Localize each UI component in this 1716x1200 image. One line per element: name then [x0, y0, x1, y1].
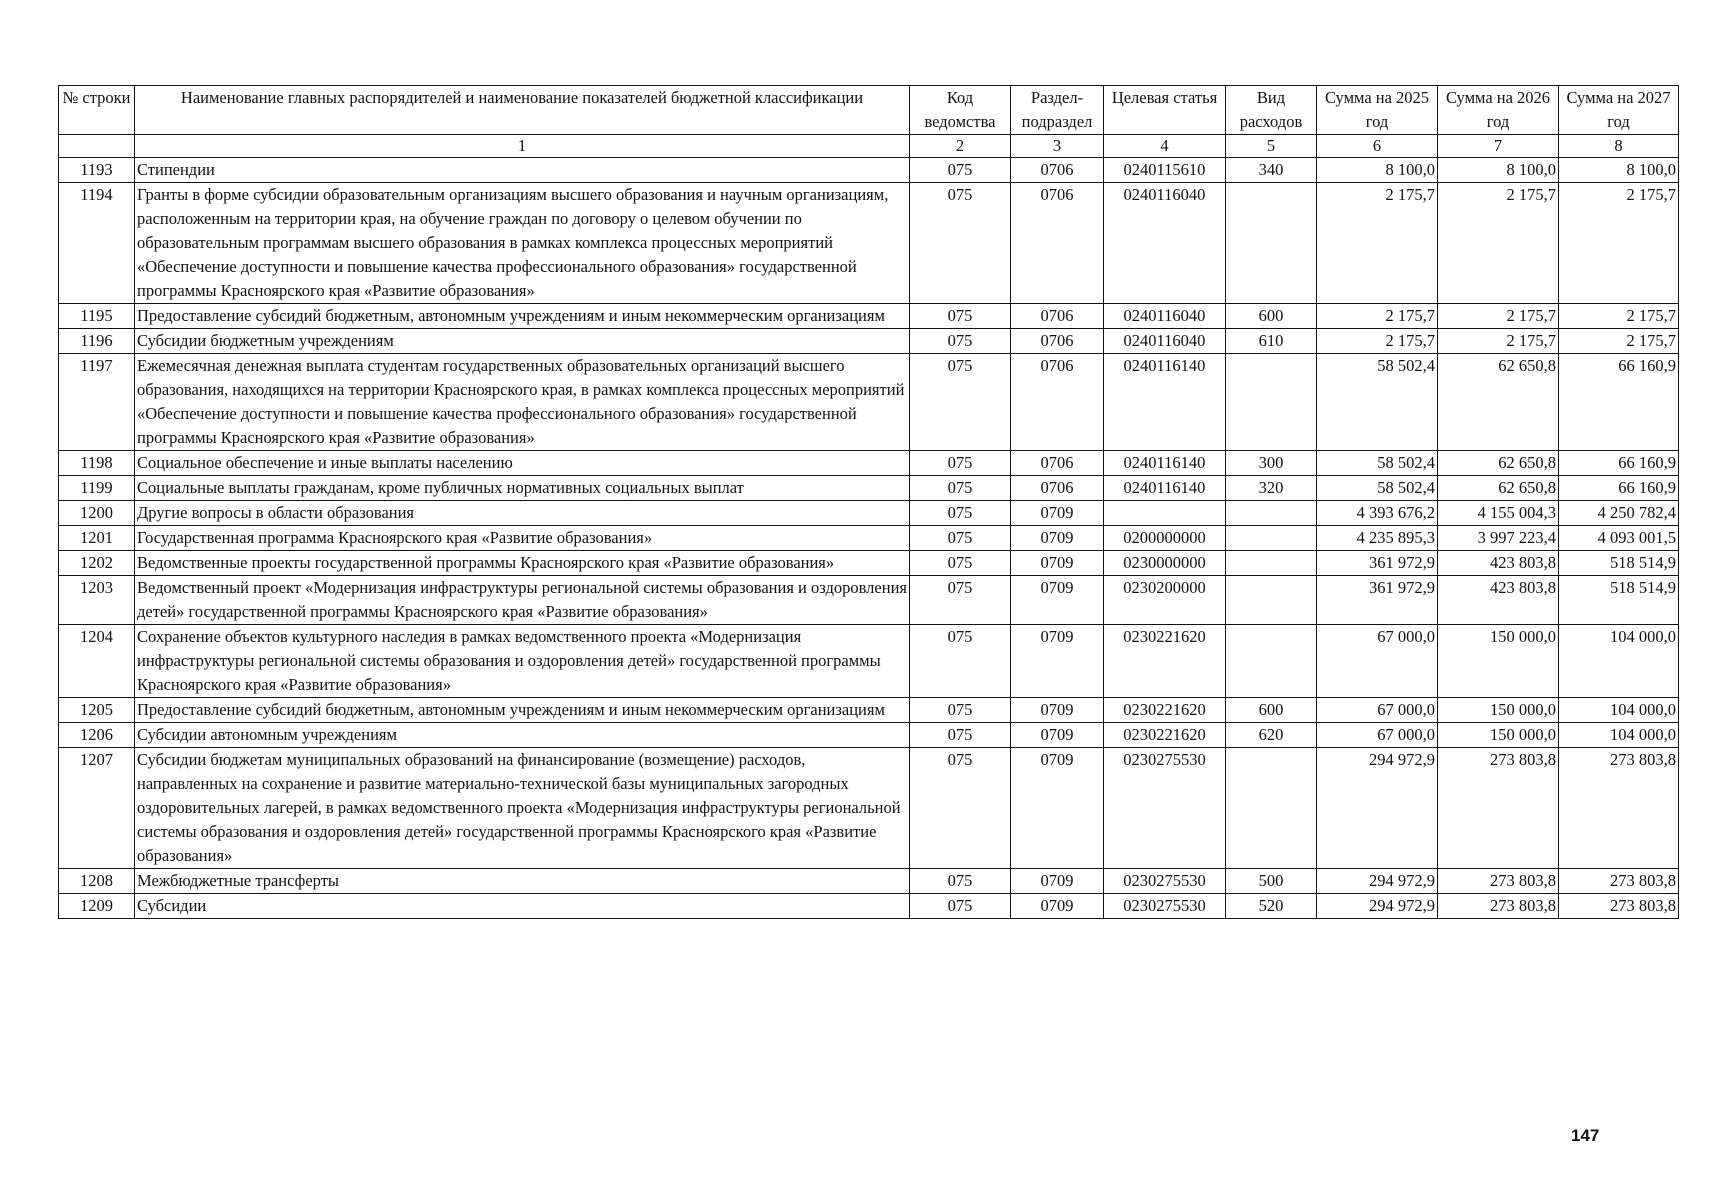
dept-code-cell: 075	[910, 329, 1011, 354]
section-cell: 0709	[1011, 869, 1104, 894]
section-cell: 0709	[1011, 748, 1104, 869]
target-cell: 0230275530	[1104, 748, 1226, 869]
dept-code-cell: 075	[910, 158, 1011, 183]
sum-2027-cell: 8 100,0	[1559, 158, 1679, 183]
dept-code-cell: 075	[910, 698, 1011, 723]
sum-2027-cell: 273 803,8	[1559, 894, 1679, 919]
table-row	[59, 329, 1679, 354]
column-number-cell: 2	[910, 135, 1011, 158]
table-row	[59, 698, 1679, 723]
table-header-row	[59, 86, 1679, 135]
column-number-cell: 8	[1559, 135, 1679, 158]
table-row	[59, 894, 1679, 919]
row-name-cell: Стипендии	[135, 158, 910, 183]
row-number-cell: 1203	[59, 576, 135, 625]
target-cell: 0240116040	[1104, 304, 1226, 329]
target-cell: 0240116140	[1104, 451, 1226, 476]
sum-2027-cell: 4 250 782,4	[1559, 501, 1679, 526]
sum-2027-cell: 104 000,0	[1559, 723, 1679, 748]
table-row	[59, 451, 1679, 476]
row-name-cell: Субсидии	[135, 894, 910, 919]
expense-type-cell: 620	[1226, 723, 1317, 748]
expense-type-cell	[1226, 625, 1317, 698]
section-cell: 0709	[1011, 526, 1104, 551]
budget-table	[58, 85, 1679, 919]
expense-type-cell: 600	[1226, 304, 1317, 329]
row-number-cell: 1196	[59, 329, 135, 354]
column-number-cell: 5	[1226, 135, 1317, 158]
target-cell: 0240116040	[1104, 183, 1226, 304]
sum-2025-cell: 58 502,4	[1317, 476, 1438, 501]
table-body	[59, 158, 1679, 919]
row-number-cell: 1206	[59, 723, 135, 748]
column-number-cell: 7	[1438, 135, 1559, 158]
sum-2026-cell: 273 803,8	[1438, 869, 1559, 894]
sum-2025-cell: 2 175,7	[1317, 183, 1438, 304]
expense-type-cell	[1226, 748, 1317, 869]
sum-2025-cell: 2 175,7	[1317, 329, 1438, 354]
dept-code-cell: 075	[910, 304, 1011, 329]
section-cell: 0706	[1011, 476, 1104, 501]
sum-2025-cell: 8 100,0	[1317, 158, 1438, 183]
expense-type-cell: 610	[1226, 329, 1317, 354]
table-row	[59, 526, 1679, 551]
row-number-cell: 1201	[59, 526, 135, 551]
dept-code-cell: 075	[910, 748, 1011, 869]
section-cell: 0706	[1011, 304, 1104, 329]
section-cell: 0706	[1011, 183, 1104, 304]
row-number-cell: 1205	[59, 698, 135, 723]
header-section: Раздел-подраздел	[1011, 86, 1104, 135]
row-number-cell: 1209	[59, 894, 135, 919]
sum-2025-cell: 67 000,0	[1317, 698, 1438, 723]
section-cell: 0709	[1011, 625, 1104, 698]
row-name-cell: Ведомственные проекты государственной программы Красноярского края «Развитие образования»	[135, 551, 910, 576]
row-number-cell: 1202	[59, 551, 135, 576]
dept-code-cell: 075	[910, 625, 1011, 698]
sum-2027-cell: 2 175,7	[1559, 304, 1679, 329]
sum-2025-cell: 58 502,4	[1317, 451, 1438, 476]
expense-type-cell: 600	[1226, 698, 1317, 723]
section-cell: 0709	[1011, 723, 1104, 748]
row-name-cell: Предоставление субсидий бюджетным, автономным учреждениям и иным некоммерческим организациям	[135, 698, 910, 723]
sum-2027-cell: 2 175,7	[1559, 329, 1679, 354]
sum-2026-cell: 423 803,8	[1438, 576, 1559, 625]
sum-2025-cell: 67 000,0	[1317, 723, 1438, 748]
dept-code-cell: 075	[910, 576, 1011, 625]
sum-2025-cell: 4 235 895,3	[1317, 526, 1438, 551]
section-cell: 0709	[1011, 576, 1104, 625]
section-cell: 0709	[1011, 501, 1104, 526]
row-number-cell: 1199	[59, 476, 135, 501]
sum-2026-cell: 8 100,0	[1438, 158, 1559, 183]
table-row	[59, 476, 1679, 501]
table-row	[59, 354, 1679, 451]
header-sum-2026: Сумма на 2026 год	[1438, 86, 1559, 135]
row-number-cell: 1198	[59, 451, 135, 476]
row-name-cell: Социальное обеспечение и иные выплаты населению	[135, 451, 910, 476]
expense-type-cell	[1226, 526, 1317, 551]
expense-type-cell	[1226, 576, 1317, 625]
sum-2027-cell: 66 160,9	[1559, 354, 1679, 451]
sum-2025-cell: 4 393 676,2	[1317, 501, 1438, 526]
table-row	[59, 551, 1679, 576]
table-row	[59, 723, 1679, 748]
expense-type-cell	[1226, 551, 1317, 576]
sum-2025-cell: 58 502,4	[1317, 354, 1438, 451]
column-numbers-row	[59, 135, 1679, 158]
row-number-cell: 1207	[59, 748, 135, 869]
row-number-cell: 1194	[59, 183, 135, 304]
dept-code-cell: 075	[910, 723, 1011, 748]
dept-code-cell: 075	[910, 183, 1011, 304]
table-row	[59, 183, 1679, 304]
target-cell: 0240116140	[1104, 476, 1226, 501]
expense-type-cell	[1226, 183, 1317, 304]
section-cell: 0706	[1011, 158, 1104, 183]
dept-code-cell: 075	[910, 526, 1011, 551]
table-row	[59, 625, 1679, 698]
row-number-cell: 1195	[59, 304, 135, 329]
row-name-cell: Гранты в форме субсидии образовательным организациям высшего образования и научным организациям, расположенным на территории края, на обучение граждан по договору о целевом обучении по образовательным программам высшего образования в рамках комплекса процессных мероприятий «Обеспечение доступности и повышение качества профессионального образования» государственной программы Красноярского края «Развитие образования»	[135, 183, 910, 304]
sum-2026-cell: 150 000,0	[1438, 698, 1559, 723]
header-expense-type: Вид расходов	[1226, 86, 1317, 135]
expense-type-cell	[1226, 501, 1317, 526]
header-sum-2025: Сумма на 2025 год	[1317, 86, 1438, 135]
target-cell: 0240115610	[1104, 158, 1226, 183]
sum-2026-cell: 150 000,0	[1438, 625, 1559, 698]
table-row	[59, 748, 1679, 869]
expense-type-cell	[1226, 354, 1317, 451]
row-number-cell: 1208	[59, 869, 135, 894]
sum-2025-cell: 67 000,0	[1317, 625, 1438, 698]
header-name: Наименование главных распорядителей и наименование показателей бюджетной классификации	[135, 86, 910, 135]
target-cell: 0240116140	[1104, 354, 1226, 451]
sum-2027-cell: 66 160,9	[1559, 476, 1679, 501]
row-name-cell: Субсидии бюджетам муниципальных образований на финансирование (возмещение) расходов, направленных на сохранение и развитие материально-технической базы муниципальных загородных оздоровительных лагерей, в рамках ведомственного проекта «Модернизация инфраструктуры региональной системы образования и оздоровления детей» государственной программы Красноярского края «Развитие образования»	[135, 748, 910, 869]
expense-type-cell: 340	[1226, 158, 1317, 183]
row-name-cell: Предоставление субсидий бюджетным, автономным учреждениям и иным некоммерческим организациям	[135, 304, 910, 329]
sum-2027-cell: 518 514,9	[1559, 551, 1679, 576]
target-cell: 0230000000	[1104, 551, 1226, 576]
dept-code-cell: 075	[910, 476, 1011, 501]
page-number: 147	[1571, 1126, 1600, 1145]
target-cell: 0230200000	[1104, 576, 1226, 625]
sum-2026-cell: 423 803,8	[1438, 551, 1559, 576]
expense-type-cell: 320	[1226, 476, 1317, 501]
sum-2026-cell: 2 175,7	[1438, 304, 1559, 329]
expense-type-cell: 500	[1226, 869, 1317, 894]
sum-2027-cell: 2 175,7	[1559, 183, 1679, 304]
sum-2025-cell: 2 175,7	[1317, 304, 1438, 329]
section-cell: 0706	[1011, 451, 1104, 476]
section-cell: 0706	[1011, 354, 1104, 451]
table-row	[59, 501, 1679, 526]
row-number-cell: 1200	[59, 501, 135, 526]
row-name-cell: Ежемесячная денежная выплата студентам государственных образовательных организаций высшего образования, находящихся на территории Красноярского края, в рамках комплекса процессных мероприятий «Обеспечение доступности и повышение качества профессионального образования» государственной программы Красноярского края «Развитие образования»	[135, 354, 910, 451]
row-name-cell: Субсидии автономным учреждениям	[135, 723, 910, 748]
header-row-no: № строки	[59, 86, 135, 135]
column-number-cell	[59, 135, 135, 158]
sum-2026-cell: 3 997 223,4	[1438, 526, 1559, 551]
row-number-cell: 1197	[59, 354, 135, 451]
dept-code-cell: 075	[910, 894, 1011, 919]
target-cell: 0230221620	[1104, 698, 1226, 723]
table-row	[59, 576, 1679, 625]
section-cell: 0709	[1011, 551, 1104, 576]
target-cell: 0230221620	[1104, 625, 1226, 698]
sum-2027-cell: 518 514,9	[1559, 576, 1679, 625]
row-name-cell: Межбюджетные трансферты	[135, 869, 910, 894]
sum-2025-cell: 294 972,9	[1317, 894, 1438, 919]
table-row	[59, 304, 1679, 329]
sum-2027-cell: 66 160,9	[1559, 451, 1679, 476]
row-number-cell: 1204	[59, 625, 135, 698]
column-number-cell: 3	[1011, 135, 1104, 158]
sum-2025-cell: 361 972,9	[1317, 551, 1438, 576]
dept-code-cell: 075	[910, 501, 1011, 526]
expense-type-cell: 520	[1226, 894, 1317, 919]
column-number-cell: 4	[1104, 135, 1226, 158]
sum-2025-cell: 294 972,9	[1317, 748, 1438, 869]
sum-2027-cell: 104 000,0	[1559, 698, 1679, 723]
dept-code-cell: 075	[910, 551, 1011, 576]
sum-2026-cell: 62 650,8	[1438, 451, 1559, 476]
row-name-cell: Социальные выплаты гражданам, кроме публичных нормативных социальных выплат	[135, 476, 910, 501]
header-target: Целевая статья	[1104, 86, 1226, 135]
sum-2026-cell: 2 175,7	[1438, 329, 1559, 354]
header-dept-code: Код ведомства	[910, 86, 1011, 135]
header-sum-2027: Сумма на 2027 год	[1559, 86, 1679, 135]
section-cell: 0706	[1011, 329, 1104, 354]
column-number-cell: 1	[135, 135, 910, 158]
sum-2026-cell: 150 000,0	[1438, 723, 1559, 748]
section-cell: 0709	[1011, 894, 1104, 919]
expense-type-cell: 300	[1226, 451, 1317, 476]
table-row	[59, 158, 1679, 183]
column-number-cell: 6	[1317, 135, 1438, 158]
target-cell: 0240116040	[1104, 329, 1226, 354]
sum-2026-cell: 273 803,8	[1438, 748, 1559, 869]
row-name-cell: Другие вопросы в области образования	[135, 501, 910, 526]
target-cell	[1104, 501, 1226, 526]
sum-2026-cell: 62 650,8	[1438, 354, 1559, 451]
sum-2026-cell: 2 175,7	[1438, 183, 1559, 304]
sum-2027-cell: 104 000,0	[1559, 625, 1679, 698]
sum-2026-cell: 4 155 004,3	[1438, 501, 1559, 526]
table-row	[59, 869, 1679, 894]
dept-code-cell: 075	[910, 451, 1011, 476]
sum-2025-cell: 361 972,9	[1317, 576, 1438, 625]
section-cell: 0709	[1011, 698, 1104, 723]
sum-2026-cell: 62 650,8	[1438, 476, 1559, 501]
target-cell: 0230221620	[1104, 723, 1226, 748]
row-name-cell: Государственная программа Красноярского края «Развитие образования»	[135, 526, 910, 551]
sum-2027-cell: 273 803,8	[1559, 869, 1679, 894]
target-cell: 0230275530	[1104, 869, 1226, 894]
dept-code-cell: 075	[910, 354, 1011, 451]
row-number-cell: 1193	[59, 158, 135, 183]
sum-2027-cell: 273 803,8	[1559, 748, 1679, 869]
row-name-cell: Ведомственный проект «Модернизация инфраструктуры региональной системы образования и оздоровления детей» государственной программы Красноярского края «Развитие образования»	[135, 576, 910, 625]
row-name-cell: Сохранение объектов культурного наследия в рамках ведомственного проекта «Модернизация инфраструктуры региональной системы образования и оздоровления детей» государственной программы Красноярского края «Развитие образования»	[135, 625, 910, 698]
target-cell: 0230275530	[1104, 894, 1226, 919]
sum-2026-cell: 273 803,8	[1438, 894, 1559, 919]
target-cell: 0200000000	[1104, 526, 1226, 551]
sum-2025-cell: 294 972,9	[1317, 869, 1438, 894]
row-name-cell: Субсидии бюджетным учреждениям	[135, 329, 910, 354]
sum-2027-cell: 4 093 001,5	[1559, 526, 1679, 551]
dept-code-cell: 075	[910, 869, 1011, 894]
